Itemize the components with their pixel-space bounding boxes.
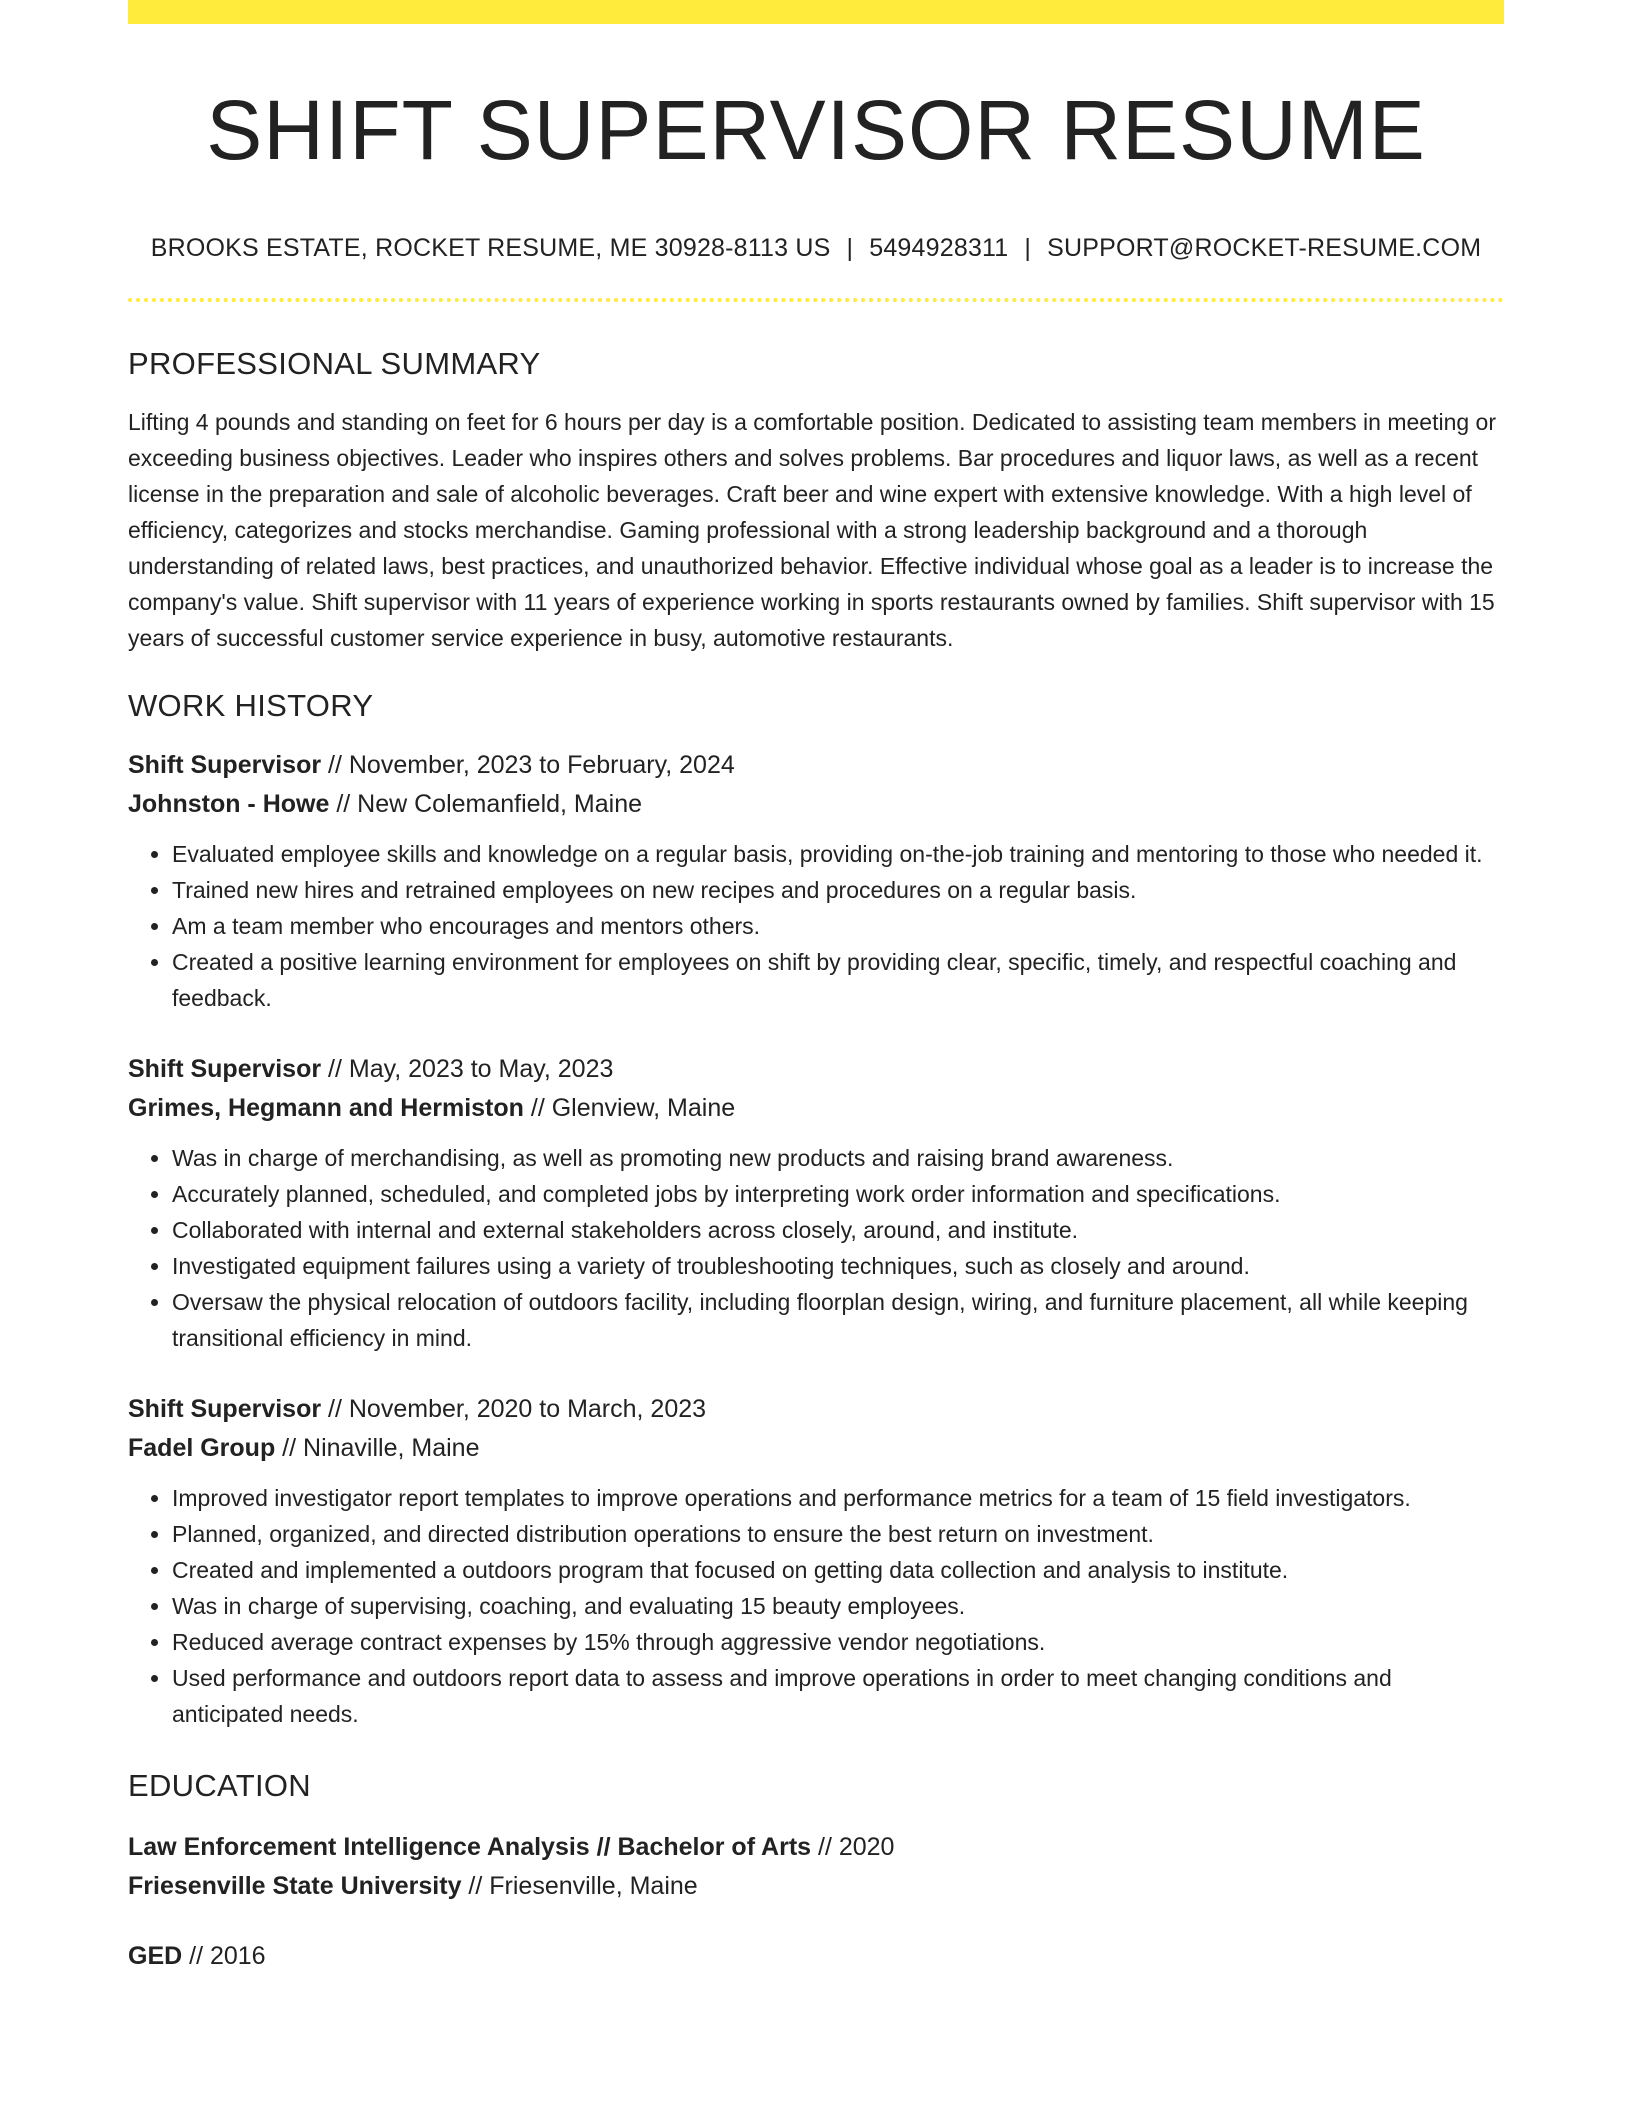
job-title: Shift Supervisor [128, 1055, 322, 1083]
header-divider [128, 298, 1504, 302]
resume-page [128, 0, 1504, 1976]
job-bullet: • Was in charge of supervising, coaching, and evaluating 15 beauty employees. [172, 1588, 1504, 1624]
job-location: // Glenview, Maine [523, 1094, 736, 1122]
school-line [128, 1867, 1504, 1906]
education-heading: EDUCATION [128, 1768, 311, 1803]
job-company-line [128, 1429, 1504, 1468]
graduation-year: // 2020 [811, 1833, 895, 1861]
job-bullet: • Evaluated employee skills and knowledge on a regular basis, providing on-the-job training and mentoring to those who needed it. [172, 836, 1504, 872]
job-bullets [128, 836, 1504, 1016]
page-title: SHIFT SUPERVISOR RESUME [206, 83, 1426, 177]
job-title-line [128, 746, 1504, 785]
job-dates: // May, 2023 to May, 2023 [321, 1055, 614, 1083]
contact-separator: | [1024, 234, 1032, 262]
degree-line [128, 1828, 1504, 1867]
job-location: // Ninaville, Maine [275, 1434, 480, 1462]
job-entry [128, 746, 1504, 1016]
job-bullets [128, 1480, 1504, 1732]
job-title: Shift Supervisor [128, 751, 322, 779]
contact-separator: | [846, 234, 854, 262]
job-title-line [128, 1050, 1504, 1089]
education-entry [128, 1937, 1504, 1976]
job-bullet: • Created a positive learning environment for employees on shift by providing clear, specific, timely, and respectful coaching and feedback. [172, 944, 1504, 1016]
job-bullet: • Investigated equipment failures using a variety of troubleshooting techniques, such as closely and around. [172, 1248, 1504, 1284]
work-history-heading: WORK HISTORY [128, 688, 374, 723]
degree: Law Enforcement Intelligence Analysis // Bachelor of Arts [128, 1833, 812, 1861]
job-bullet: • Am a team member who encourages and mentors others. [172, 908, 1504, 944]
job-company-line [128, 785, 1504, 824]
contact-address: BROOKS ESTATE, ROCKET RESUME, ME 30928-8113 US [150, 234, 831, 262]
job-bullet: • Oversaw the physical relocation of outdoors facility, including floorplan design, wiring, and furniture placement, all while keeping transitional efficiency in mind. [172, 1284, 1504, 1356]
contact-line [128, 232, 1504, 264]
school-name: Friesenville State University [128, 1872, 462, 1900]
job-bullets [128, 1140, 1504, 1356]
job-bullet: • Trained new hires and retrained employees on new recipes and procedures on a regular basis. [172, 872, 1504, 908]
school-location: // Friesenville, Maine [461, 1872, 698, 1900]
job-entry [128, 1390, 1504, 1732]
top-accent-bar [128, 0, 1504, 24]
job-bullet: • Planned, organized, and directed distribution operations to ensure the best return on investment. [172, 1516, 1504, 1552]
contact-phone: 5494928311 [869, 234, 1009, 262]
degree-line [128, 1937, 1504, 1976]
job-bullet: • Improved investigator report templates to improve operations and performance metrics for a team of 15 field investigators. [172, 1480, 1504, 1516]
job-bullet: • Used performance and outdoors report data to assess and improve operations in order to meet changing conditions and anticipated needs. [172, 1660, 1504, 1732]
job-location: // New Colemanfield, Maine [329, 790, 643, 818]
degree: GED [128, 1942, 183, 1970]
job-dates: // November, 2023 to February, 2024 [321, 751, 735, 779]
job-bullet: • Accurately planned, scheduled, and completed jobs by interpreting work order information and specifications. [172, 1176, 1504, 1212]
job-title: Shift Supervisor [128, 1395, 322, 1423]
job-bullet: • Was in charge of merchandising, as well as promoting new products and raising brand awareness. [172, 1140, 1504, 1176]
job-company: Grimes, Hegmann and Hermiston [128, 1094, 524, 1122]
summary-heading: PROFESSIONAL SUMMARY [128, 346, 541, 381]
job-company: Johnston - Howe [128, 790, 330, 818]
job-bullet: • Collaborated with internal and external stakeholders across closely, around, and institute. [172, 1212, 1504, 1248]
job-title-line [128, 1390, 1504, 1429]
summary-text: Lifting 4 pounds and standing on feet for 6 hours per day is a comfortable position. Dedicated to assisting team members in meeting or exceeding business objectives. Leader who inspires others and solves problems. Bar procedures and liquor laws, as well as a recent license in the preparation and sale of alcoholic beverages. Craft beer and wine expert with extensive knowledge. With a high level of efficiency, categorizes and stocks merchandise. Gaming professional with a strong leadership background and a thorough understanding of related laws, best practices, and unauthorized behavior. Effective individual whose goal as a leader is to increase the company's value. Shift supervisor with 11 years of experience working in sports restaurants owned by families. Shift supervisor with 15 years of successful customer service experience in busy, automotive restaurants. [128, 409, 1496, 651]
job-company: Fadel Group [128, 1434, 276, 1462]
job-company-line [128, 1089, 1504, 1128]
contact-email: SUPPORT@ROCKET-RESUME.COM [1047, 234, 1482, 262]
job-entry [128, 1050, 1504, 1356]
job-dates: // November, 2020 to March, 2023 [321, 1395, 707, 1423]
job-bullet: • Reduced average contract expenses by 15% through aggressive vendor negotiations. [172, 1624, 1504, 1660]
job-bullet: • Created and implemented a outdoors program that focused on getting data collection and analysis to institute. [172, 1552, 1504, 1588]
work-history-list [128, 746, 1504, 1732]
graduation-year: // 2016 [182, 1942, 266, 1970]
education-entry [128, 1828, 1504, 1906]
